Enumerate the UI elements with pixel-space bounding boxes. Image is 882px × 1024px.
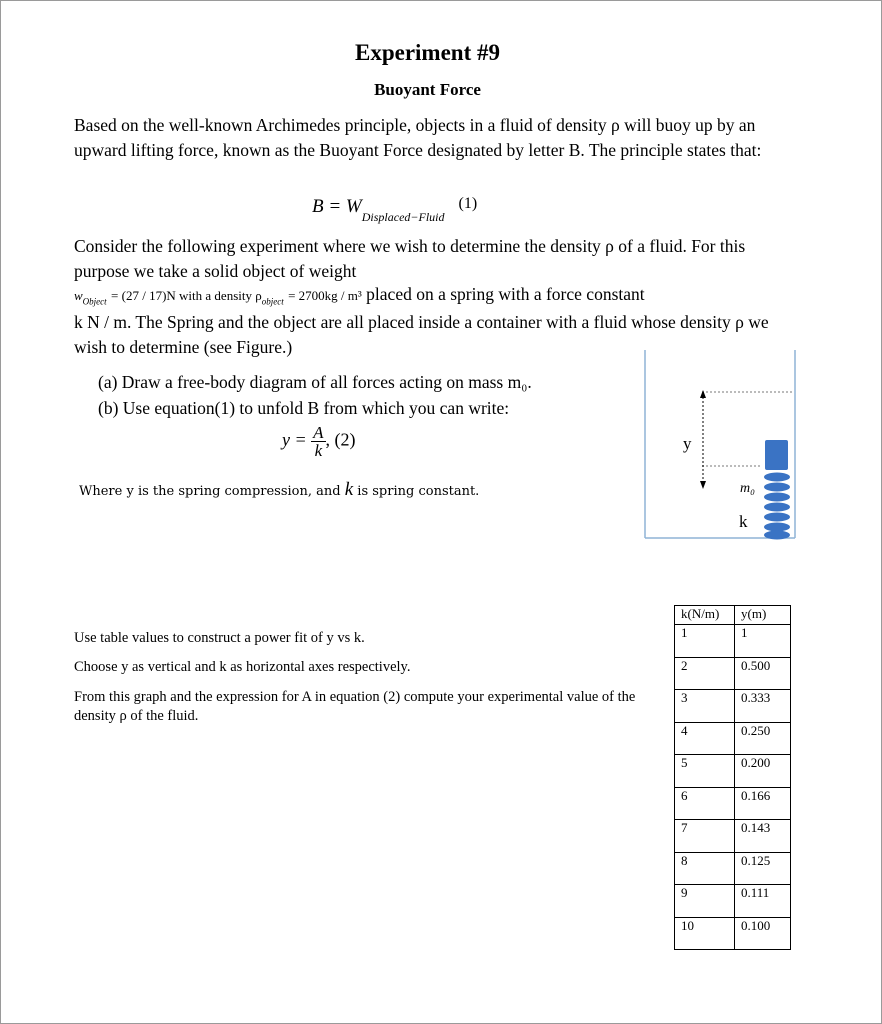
y-cell: 0.166	[735, 787, 791, 820]
page-subtitle: Buoyant Force	[374, 80, 481, 99]
weight-value: = (27 / 17)N with a density ρ	[111, 288, 262, 303]
instruction-2: Choose y as vertical and k as horizontal axes respectively.	[74, 659, 411, 675]
table-row	[675, 820, 791, 853]
k-cell: 8	[675, 852, 735, 885]
density-subscript: object	[261, 296, 284, 307]
k-cell: 2	[675, 657, 735, 690]
equation-2-denominator: k	[314, 441, 323, 460]
table-row	[675, 722, 791, 755]
spring-coil	[764, 503, 790, 512]
k-cell: 4	[675, 722, 735, 755]
table-row	[675, 657, 791, 690]
spring-paragraph: k N / m. The Spring and the object are all placed inside a container with a fluid whose density ρ we wish to determine (see Figure.)	[74, 312, 769, 357]
table-row	[675, 625, 791, 658]
spring-coil	[764, 531, 790, 540]
spring-coil	[764, 483, 790, 492]
y-cell: 0.333	[735, 690, 791, 723]
equation-1-subscript: Displaced−Fluid	[361, 209, 445, 224]
table-row	[675, 690, 791, 723]
y-cell: 0.200	[735, 755, 791, 788]
spring-coil	[764, 473, 790, 482]
density-value: = 2700kg / m³	[288, 288, 362, 303]
consider-paragraph: Consider the following experiment where we wish to determine the density ρ of a fluid. For this purpose we take a solid object of weight	[74, 236, 746, 281]
mass-block	[765, 440, 788, 470]
equation-1-lhs: B = W	[312, 196, 362, 217]
note-k: k	[344, 479, 354, 500]
equation-2	[282, 424, 356, 459]
table-header-y: y(m)	[735, 606, 791, 625]
equation-1-number: (1)	[458, 195, 478, 212]
weight-formula	[74, 284, 645, 307]
k-cell: 7	[675, 820, 735, 853]
y-cell: 0.125	[735, 852, 791, 885]
equation-2-number: , (2)	[325, 429, 356, 450]
y-cell: 1	[735, 625, 791, 658]
experiment-figure	[640, 345, 800, 545]
spring-coil	[764, 493, 790, 502]
spring-coil	[764, 523, 790, 532]
weight-subscript: Object	[82, 296, 107, 307]
arrow-up-icon	[700, 390, 706, 398]
weight-formula-tail: placed on a spring with a force constant	[366, 284, 645, 304]
note-text-b: is spring constant.	[353, 484, 480, 499]
instruction-3: From this graph and the expression for A in equation (2) compute your experimental value of the density ρ of the fluid.	[74, 689, 636, 724]
y-cell: 0.250	[735, 722, 791, 755]
table-header-k: k(N/m)	[675, 606, 735, 625]
equation-2-lhs: y =	[282, 429, 307, 450]
item-b: (b) Use equation(1) to unfold B from which you can write:	[98, 398, 510, 418]
figure-y-label: y	[683, 434, 692, 453]
table-row	[675, 755, 791, 788]
y-cell: 0.111	[735, 885, 791, 918]
table-row	[675, 885, 791, 918]
y-cell: 0.100	[735, 917, 791, 950]
figure-spring-label: k	[739, 512, 748, 531]
k-cell: 10	[675, 917, 735, 950]
note-text-a: Where y is the spring compression, and	[79, 484, 345, 499]
intro-paragraph: Based on the well-known Archimedes principle, objects in a fluid of density ρ will buoy up by an upward lifting force, known as the Buoyant Force designated by letter B. The principle states that:	[74, 115, 762, 160]
figure-mass-label: m₀	[740, 481, 755, 496]
table-row	[675, 852, 791, 885]
instruction-1: Use table values to construct a power fit of y vs k.	[74, 630, 365, 646]
page-title: Experiment #9	[354, 40, 500, 65]
note-line	[79, 479, 479, 501]
table-header-row	[675, 606, 791, 625]
equation-2-fraction	[311, 424, 325, 459]
k-cell: 1	[675, 625, 735, 658]
weight-symbol: w	[74, 288, 83, 303]
spring-coil	[764, 513, 790, 522]
y-cell: 0.500	[735, 657, 791, 690]
equation-2-numerator: A	[313, 423, 324, 442]
k-cell: 3	[675, 690, 735, 723]
table-row	[675, 917, 791, 950]
item-a: (a) Draw a free-body diagram of all forces acting on mass m₀.	[98, 372, 532, 392]
arrow-down-icon	[700, 481, 706, 489]
k-cell: 5	[675, 755, 735, 788]
data-table	[674, 605, 791, 950]
k-cell: 9	[675, 885, 735, 918]
table-row	[675, 787, 791, 820]
k-cell: 6	[675, 787, 735, 820]
y-cell: 0.143	[735, 820, 791, 853]
equation-1	[312, 195, 478, 224]
